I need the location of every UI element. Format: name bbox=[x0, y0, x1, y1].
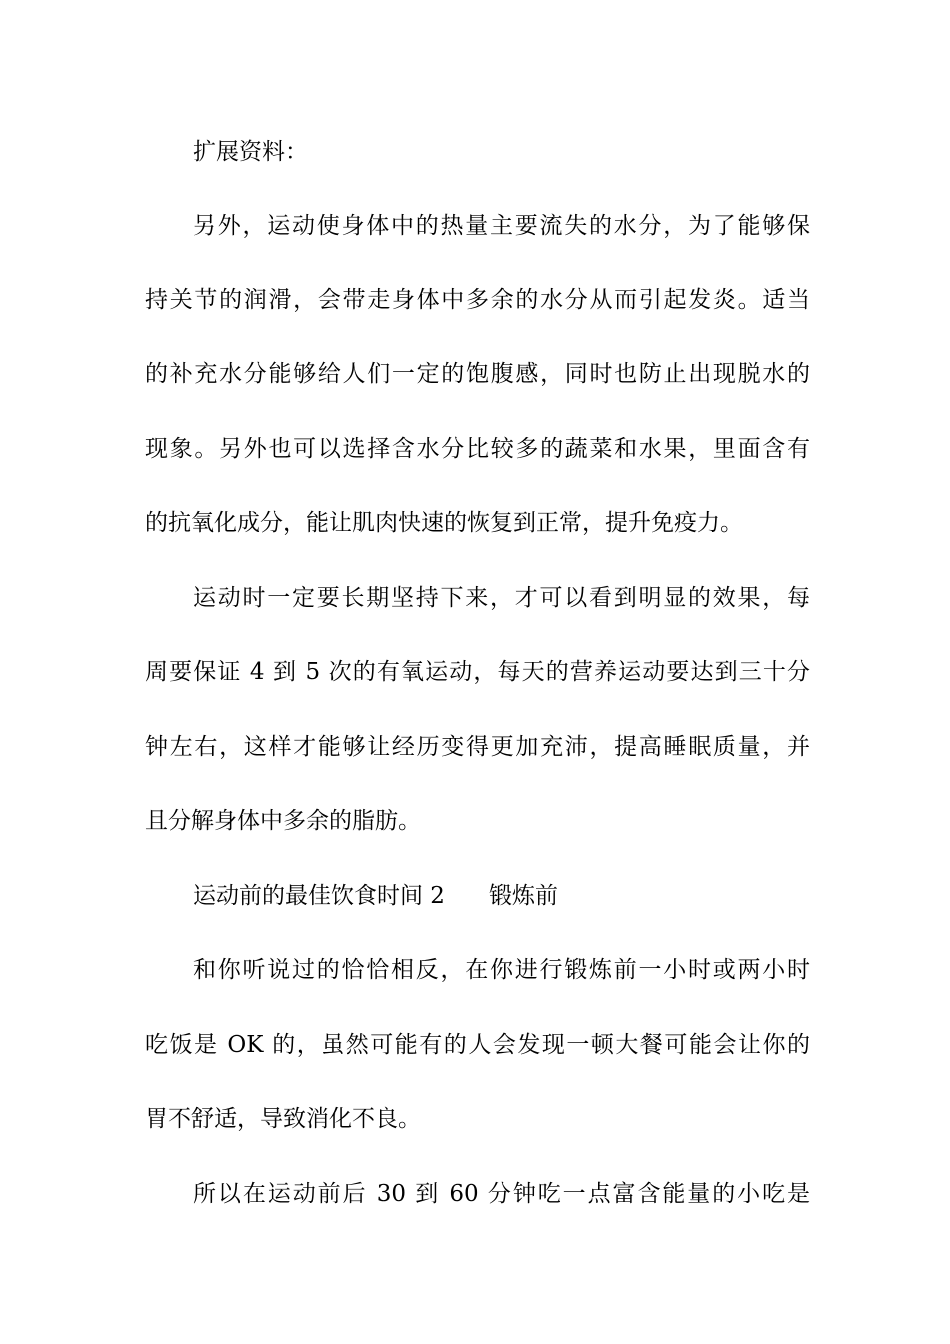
paragraph-line: 的补充水分能够给人们一定的饱腹感，同时也防止出现脱水的 bbox=[145, 361, 810, 387]
section-heading-subtitle: 锻炼前 bbox=[488, 883, 558, 909]
section-heading-title: 运动前的最佳饮食时间 2 bbox=[193, 883, 445, 909]
section-heading bbox=[145, 881, 810, 911]
section-label: 扩展资料： bbox=[193, 139, 308, 165]
paragraph-line: 运动时一定要长期坚持下来，才可以看到明显的效果，每 bbox=[193, 585, 810, 611]
paragraph-line: 吃饭是 OK 的，虽然可能有的人会发现一顿大餐可能会让你的 bbox=[145, 1032, 810, 1058]
paragraph-line: 周要保证 4 到 5 次的有氧运动，每天的营养运动要达到三十分 bbox=[145, 659, 810, 685]
paragraph-line: 的抗氧化成分，能让肌肉快速的恢复到正常，提升免疫力。 bbox=[145, 510, 743, 536]
paragraph-line: 另外，运动使身体中的热量主要流失的水分，为了能够保 bbox=[193, 213, 810, 239]
paragraph-line: 且分解身体中多余的脂肪。 bbox=[145, 808, 421, 834]
document-page bbox=[145, 0, 810, 1344]
paragraph-line: 和你听说过的恰恰相反，在你进行锻炼前一小时或两小时 bbox=[193, 957, 810, 983]
paragraph-line: 持关节的润滑，会带走身体中多余的水分从而引起发炎。适当 bbox=[145, 287, 810, 313]
paragraph-line: 钟左右，这样才能够让经历变得更加充沛，提高睡眠质量，并 bbox=[145, 734, 810, 760]
paragraph-line: 现象。另外也可以选择含水分比较多的蔬菜和水果，里面含有 bbox=[145, 436, 810, 462]
paragraph-line: 胃不舒适，导致消化不良。 bbox=[145, 1106, 421, 1132]
paragraph-line: 所以在运动前后 30 到 60 分钟吃一点富含能量的小吃是 bbox=[193, 1181, 810, 1207]
